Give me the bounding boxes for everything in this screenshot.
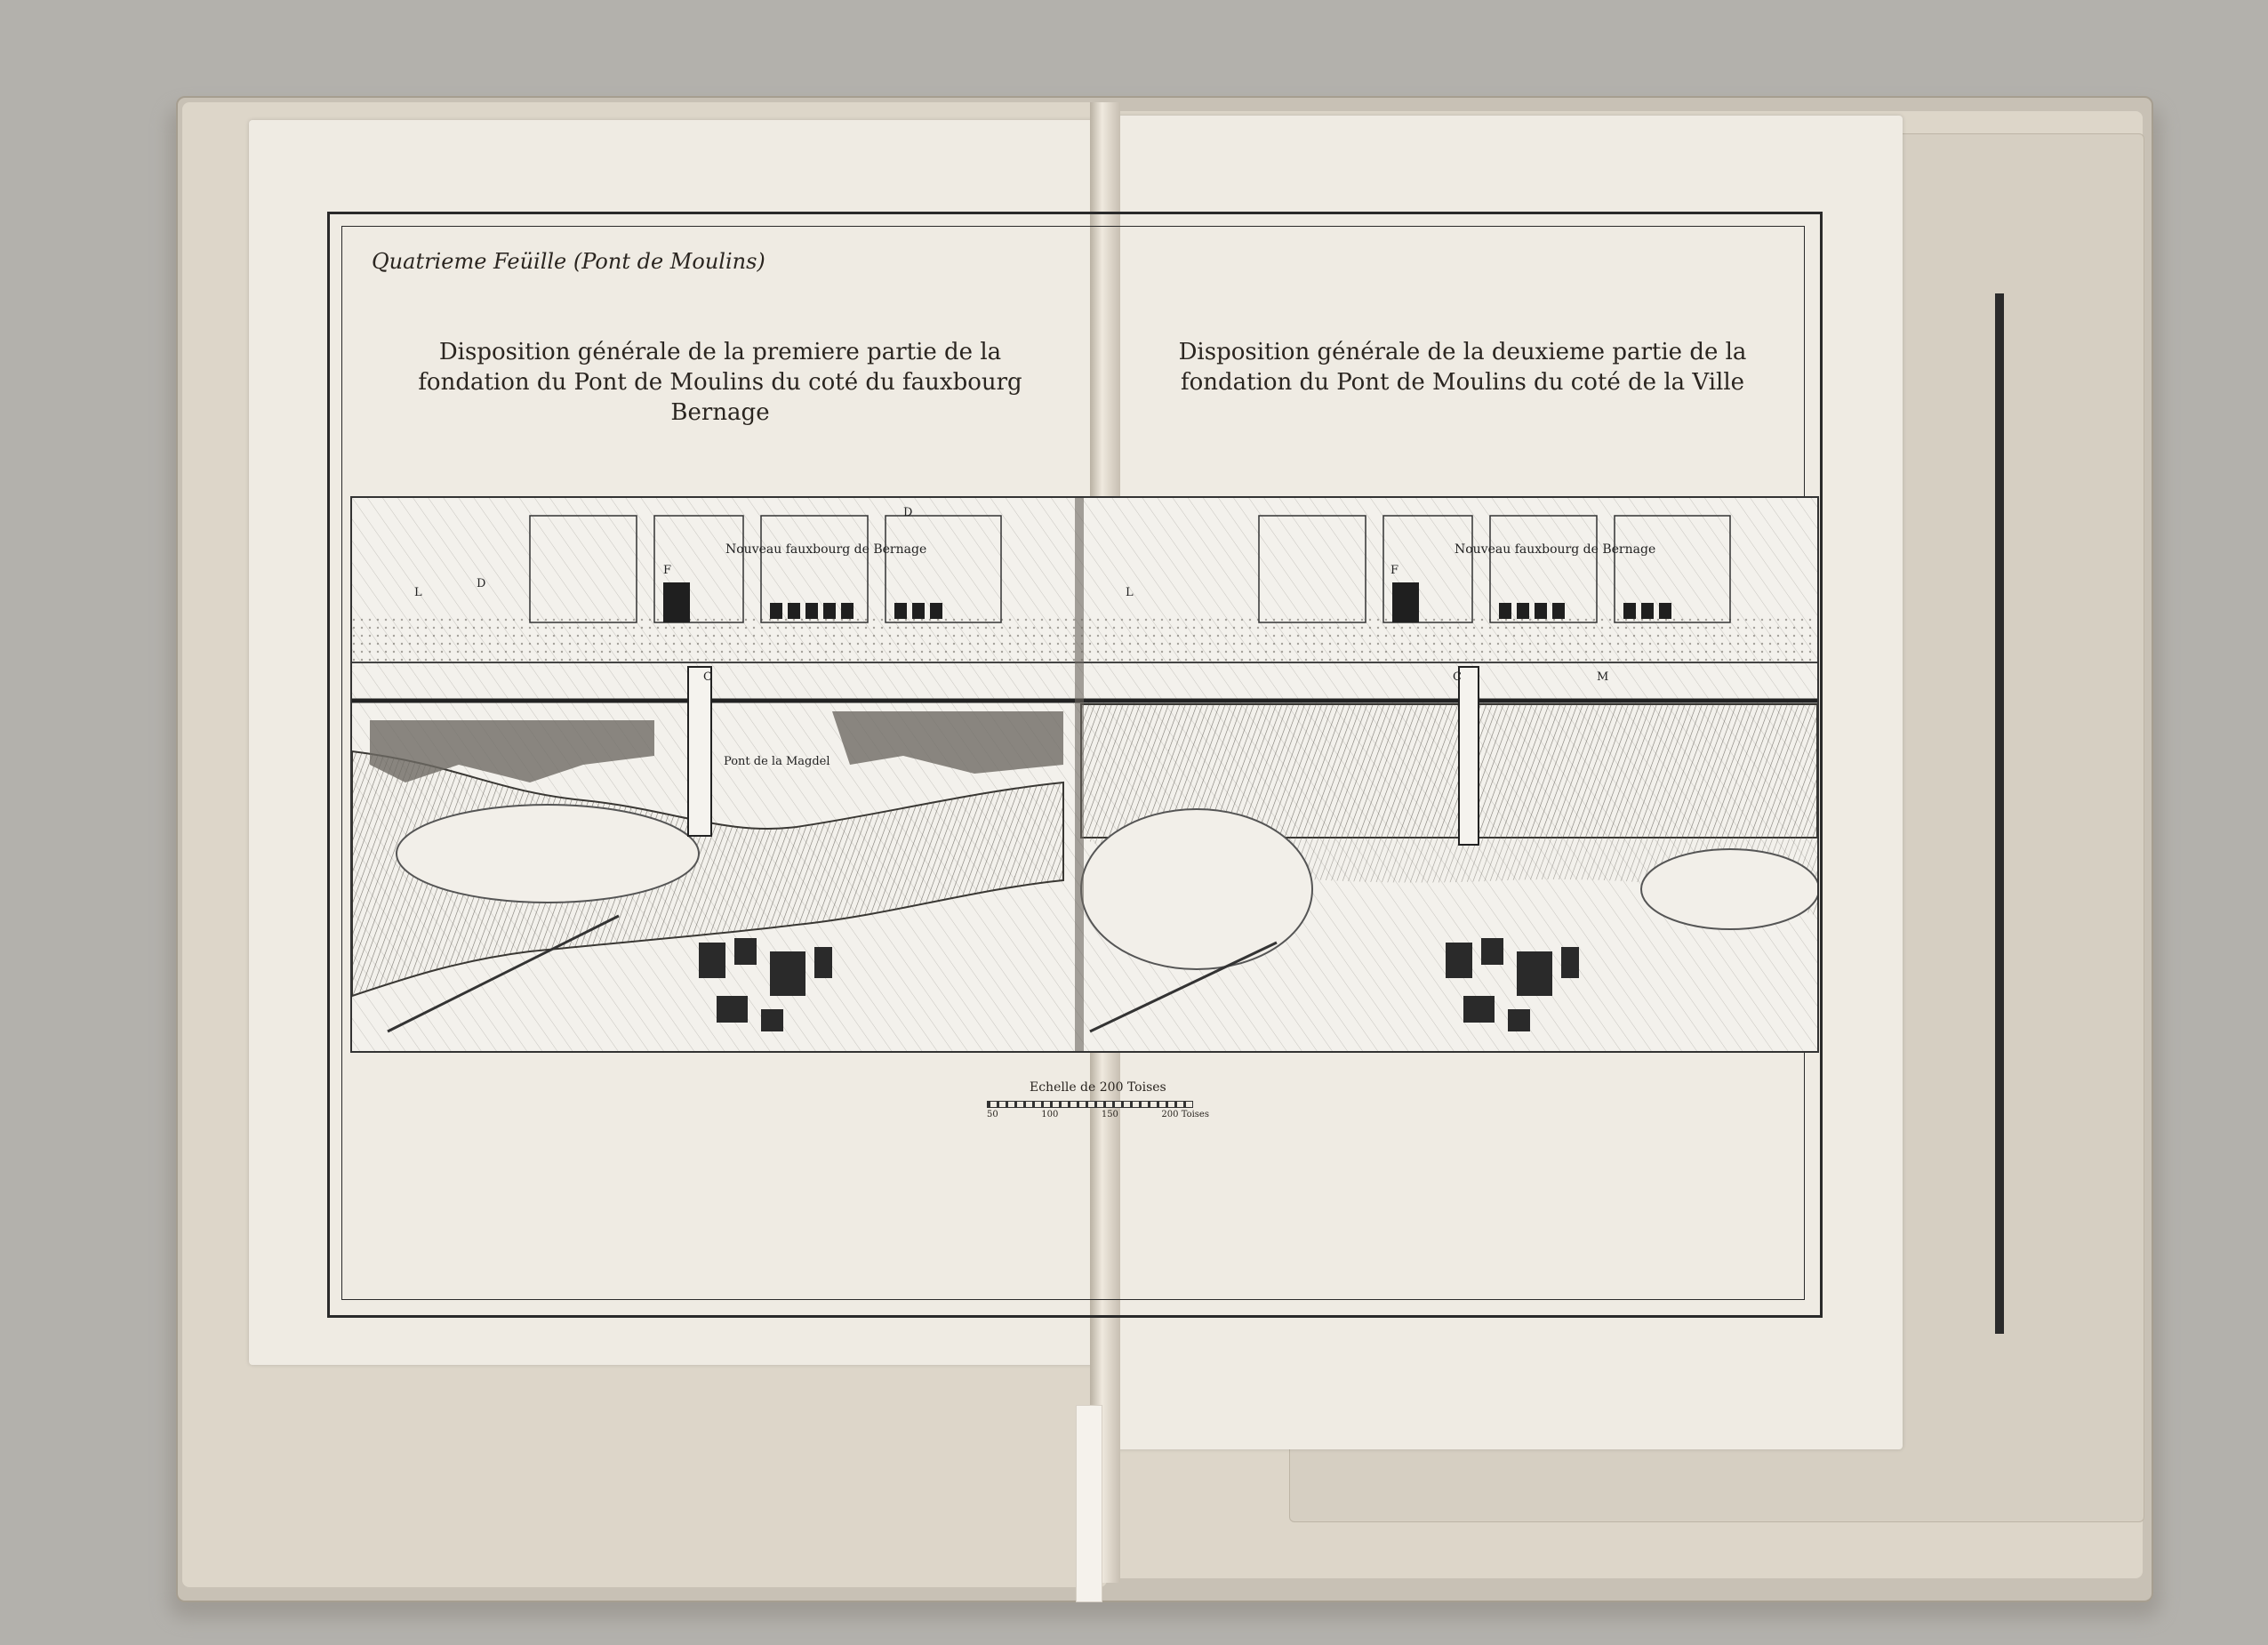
island-far-right: [1641, 849, 1817, 929]
letter-F-left: F: [663, 564, 672, 577]
scale-title: Echelle de 200 Toises: [1030, 1080, 1166, 1095]
plate-title-right: Disposition générale de la deuxieme partie de la fondation du Pont de Moulins du coté de la Ville: [1178, 339, 1747, 396]
letter-M: M: [1597, 670, 1609, 684]
bridge-right: [1459, 667, 1479, 845]
island-left: [397, 805, 699, 903]
underlying-plate-edge: [1995, 293, 2004, 1334]
letter-C-left: C: [703, 670, 712, 684]
meadow-dots: [352, 614, 1817, 667]
scale-tick: 50: [987, 1110, 998, 1119]
engraved-map: [350, 496, 1819, 1053]
plate-title-left: Disposition générale de la premiere partie de la fondation du Pont de Moulins du coté du fauxbourg Bernage: [418, 339, 1022, 426]
scale-tick: 200 Toises: [1161, 1110, 1209, 1119]
map-label-chapel: Pont de la Magdel: [724, 755, 830, 768]
scale-labels: [987, 1110, 1209, 1119]
bookmark-ribbon: [1076, 1405, 1102, 1602]
map-drawing: [352, 498, 1817, 1051]
letter-D-right: D: [903, 506, 913, 519]
map-label-fauxbourg-right: Nouveau fauxbourg de Bernage: [1455, 542, 1656, 557]
map-label-fauxbourg-left: Nouveau fauxbourg de Bernage: [725, 542, 927, 557]
letter-C-right: C: [1453, 670, 1462, 684]
scale-tick: 100: [1041, 1110, 1059, 1119]
island-right: [1081, 809, 1312, 969]
sheet-label: Quatrieme Feüille (Pont de Moulins): [372, 249, 765, 274]
letter-D: D: [477, 577, 486, 590]
scale-bar: [987, 1101, 1193, 1108]
letter-L: L: [414, 586, 422, 599]
bridge-left: [688, 667, 711, 836]
letter-L-right: L: [1126, 586, 1134, 599]
letter-F-right: F: [1390, 564, 1399, 577]
scale-tick: 150: [1101, 1110, 1118, 1119]
